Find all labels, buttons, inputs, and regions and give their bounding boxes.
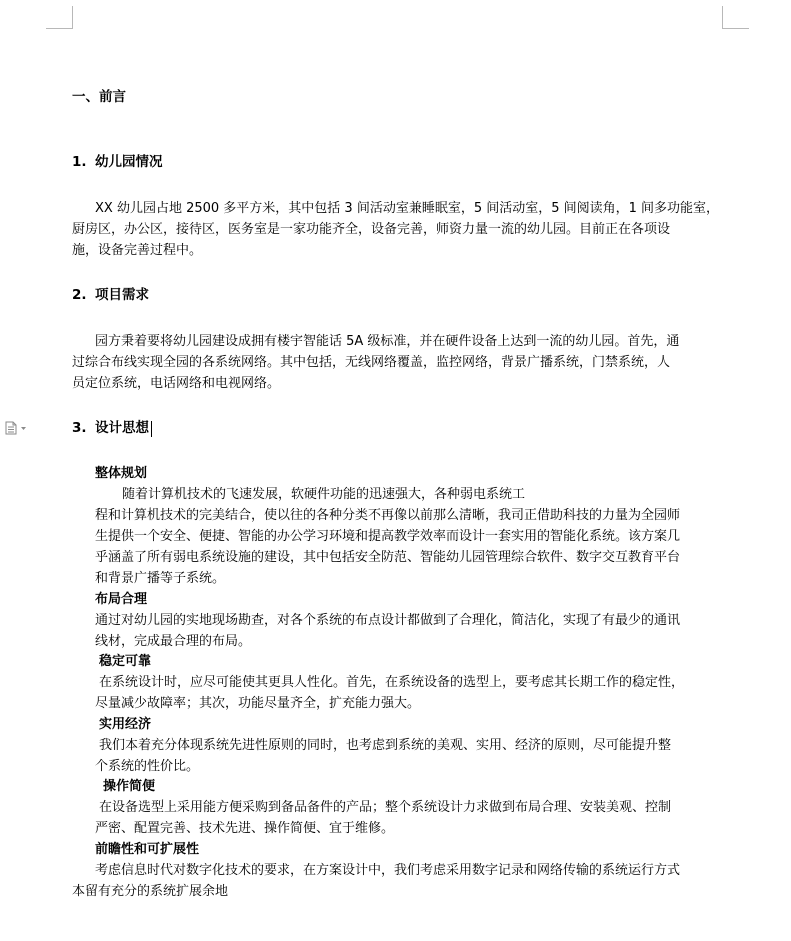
paragraph-line: 在系统设计时，应尽可能使其更具人性化。首先，在系统设备的选型上，要考虑其长期工作的稳定性， xyxy=(99,675,685,690)
page-corner-mark-top-right xyxy=(722,6,749,29)
paragraph-line: 本留有充分的系统扩展余地 xyxy=(72,884,229,899)
paragraph-line: 线材，完成最合理的布局。 xyxy=(95,634,252,649)
paragraph-line: 和背景广播等子系统。 xyxy=(95,571,226,586)
subheading: 整体规划 xyxy=(95,466,148,481)
paragraph-line: 园方秉着要将幼儿园建设成拥有楼宇智能话 5A 级标准，并在硬件设备上达到一流的幼儿园。首先，通 xyxy=(95,334,680,349)
paragraph-line: 我们本着充分体现系统先进性原则的同时，也考虑到系统的美观、实用、经济的原则，尽可能提升整 xyxy=(99,738,672,753)
heading-number: 1. xyxy=(72,154,87,170)
subheading: 稳定可靠 xyxy=(99,654,152,669)
heading-number: 3. xyxy=(72,420,87,436)
page-corner-mark-top-left xyxy=(46,6,73,29)
paragraph-line: 个系统的性价比。 xyxy=(95,759,200,774)
paragraph-line: 尽量减少故障率；其次，功能尽量齐全，扩充能力强大。 xyxy=(95,696,421,711)
paragraph-line: 在设备选型上采用能方便采购到备品备件的产品；整个系统设计力求做到布局合理、安装美观、控制 xyxy=(99,800,672,815)
heading-number: 2. xyxy=(72,287,87,303)
subheading: 布局合理 xyxy=(95,592,148,607)
heading-title: 设计思想 xyxy=(95,420,149,436)
paragraph-line: 乎涵盖了所有弱电系统设施的建设，其中包括安全防范、智能幼儿园管理综合软件、数字交互教育平台 xyxy=(95,550,681,565)
text-cursor xyxy=(151,421,152,437)
paragraph-line: 严密、配置完善、技术先进、操作简便、宜于维修。 xyxy=(95,821,395,836)
section-title: 一、前言 xyxy=(72,89,126,105)
paragraph-line: 随着计算机技术的飞速发展，软硬件功能的迅速强大，各种弱电系统工 xyxy=(122,487,526,502)
paragraph-line: 程和计算机技术的完美结合，使以往的各种分类不再像以前那么清晰，我司正借助科技的力量为全园师 xyxy=(95,508,681,523)
subheading: 操作简便 xyxy=(103,779,156,794)
heading-title: 项目需求 xyxy=(95,287,149,303)
paragraph-line: 生提供一个安全、便捷、智能的办公学习环境和提高教学效率而设计一套实用的智能化系统。该方案几 xyxy=(95,529,681,544)
subheading: 实用经济 xyxy=(99,717,152,732)
subheading: 前瞻性和可扩展性 xyxy=(95,842,200,857)
paragraph-line: 员定位系统，电话网络和电视网络。 xyxy=(72,376,281,391)
paragraph-line: 厨房区，办公区，接待区，医务室是一家功能齐全，设备完善，师资力量一流的幼儿园。目前正在各项设 xyxy=(72,222,671,237)
paragraph-line: 考虑信息时代对数字化技术的要求，在方案设计中，我们考虑采用数字记录和网络传输的系统运行方式 xyxy=(95,863,681,878)
paragraph-menu-icon[interactable] xyxy=(5,421,29,435)
paragraph-line: 通过对幼儿园的实地现场勘查，对各个系统的布点设计都做到了合理化，简洁化，实现了有最少的通讯 xyxy=(95,613,681,628)
paragraph-line: XX 幼儿园占地 2500 多平方米，其中包括 3 间活动室兼睡眠室，5 间活动室，5 间阅读角，1 间多功能室， xyxy=(95,201,720,216)
paragraph-line: 施，设备完善过程中。 xyxy=(72,243,203,258)
heading-title: 幼儿园情况 xyxy=(95,154,163,170)
paragraph-line: 过综合布线实现全园的各系统网络。其中包括，无线网络覆盖，监控网络，背景广播系统，门禁系统，人 xyxy=(72,355,671,370)
